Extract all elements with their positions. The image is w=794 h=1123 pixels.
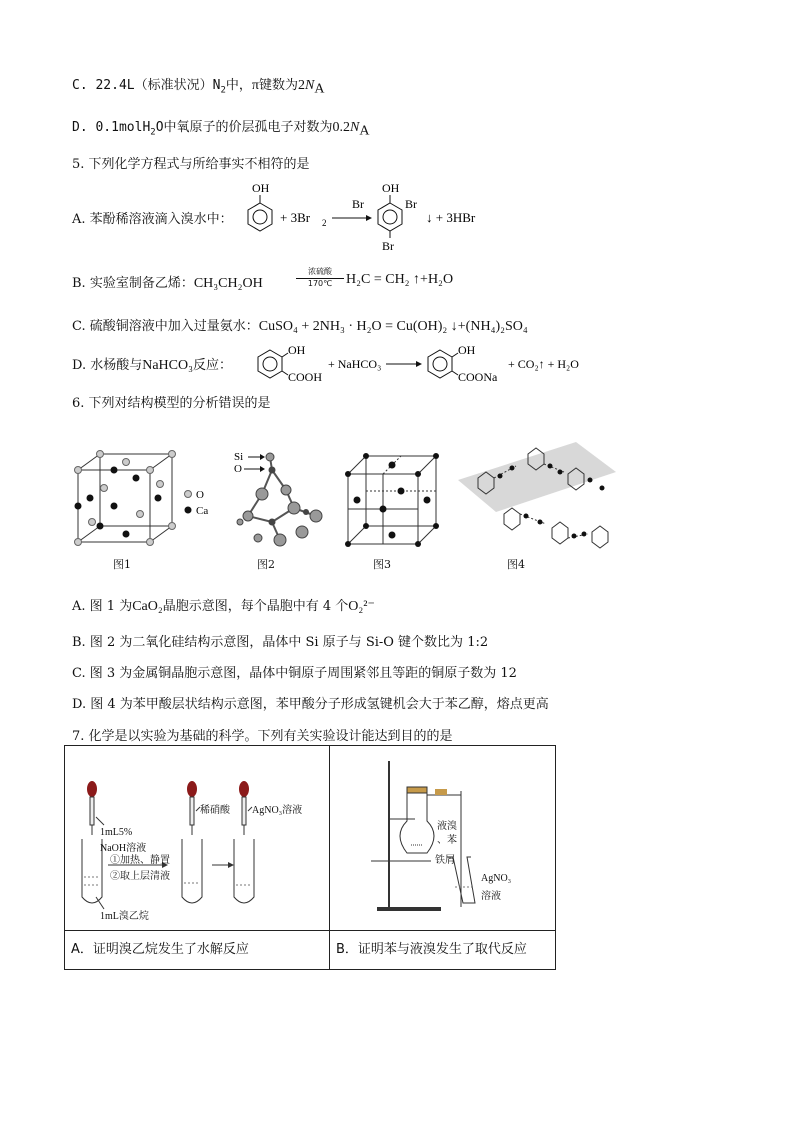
option-text: A. 图 1 为 xyxy=(72,599,133,614)
option-d-q6: D. 图 4 为苯甲酸层状结构示意图，苯甲酸分子形成氢键机会大于苯乙醇，熔点更高 xyxy=(72,697,549,712)
reagent-naoh-amount: 1mL5% xyxy=(100,827,133,838)
pi-symbol: π xyxy=(251,78,259,93)
legend-o-label: O xyxy=(196,489,204,501)
option-text: 晶胞示意图，每个晶胞中有 4 个 xyxy=(162,599,349,614)
figure-1-caption: 图1 xyxy=(113,558,131,571)
si-label: Si xyxy=(234,451,244,463)
br-label: Br xyxy=(405,197,417,211)
subscript: 2 xyxy=(220,85,226,96)
option-label: 反应： xyxy=(193,358,233,373)
option-prefix: C. xyxy=(72,78,96,93)
step-1: ①加热、静置 xyxy=(110,855,170,866)
avogadro-n: N xyxy=(304,78,315,93)
legend-o-marker xyxy=(185,491,192,498)
option-a-q6 xyxy=(72,595,375,615)
legend-ca-label: Ca xyxy=(196,505,209,517)
option-c-q6: C. 图 3 为金属铜晶胞示意图，晶体中铜原子周围紧邻且等距的铜原子数为 12 xyxy=(72,666,517,681)
option-d-q4 xyxy=(72,116,370,140)
dropper-bulb xyxy=(239,781,249,797)
reagent-naoh: NaOH溶液 xyxy=(100,843,147,854)
sample-bromoethane: 1mL溴乙烷 xyxy=(100,911,149,922)
subscript: 2 xyxy=(150,127,156,138)
condition-top: 浓硫酸 xyxy=(308,267,332,276)
option-c-q5 xyxy=(72,315,528,335)
value: 0.2 xyxy=(332,120,351,135)
exp-a-diagram xyxy=(66,747,328,929)
exp-a-caption: A．证明溴乙烷发生了水解反应 xyxy=(65,931,330,970)
figure-2-sio2-structure xyxy=(232,450,332,550)
cooh-label: COOH xyxy=(288,370,323,384)
benzene-ring xyxy=(248,203,272,231)
legend-ca-marker xyxy=(185,507,192,514)
value: 2 xyxy=(297,78,305,93)
experiment-table xyxy=(64,745,556,970)
figure-1-cao2-cell xyxy=(70,448,212,550)
benzene-ring xyxy=(428,350,452,378)
benzene-ring xyxy=(378,203,402,231)
label-agno3: AgNO₃ xyxy=(481,873,512,884)
option-text: 中， xyxy=(225,78,252,93)
coona-label: COONa xyxy=(458,370,498,384)
label-liquid-bromine: 液溴 xyxy=(437,821,457,832)
exp-b-image-cell xyxy=(330,746,556,931)
product: H₂C = CH₂ ↑+H₂O xyxy=(346,272,454,287)
step-2: ②取上层清液 xyxy=(110,871,170,882)
plus-nahco3: + NaHCO₃ xyxy=(328,357,382,371)
oh-label: OH xyxy=(252,181,270,195)
exp-a-image-cell xyxy=(65,746,330,931)
br-label: Br xyxy=(352,197,364,211)
figure-4-benzoic-acid-layers xyxy=(456,432,620,552)
reactant: CH₃CH₂OH xyxy=(193,276,263,291)
reagent-nitric-acid: 稀硝酸 xyxy=(200,805,230,816)
flask xyxy=(400,793,434,853)
option-b-q5 xyxy=(72,272,263,292)
option-label: C. 硫酸铜溶液中加入过量氨水： xyxy=(72,319,259,334)
avogadro-n: N xyxy=(350,120,360,135)
oh-label: OH xyxy=(288,343,306,357)
reaction-condition xyxy=(296,266,344,288)
br-label: Br xyxy=(382,239,394,253)
option-text: O中氧原子的价层孤电子对数为 xyxy=(155,120,333,135)
question-6: 6. 下列对结构模型的分析错误的是 xyxy=(72,396,271,411)
plus-br2: + 3Br xyxy=(280,210,311,225)
exp-b-caption: B．证明苯与液溴发生了取代反应 xyxy=(330,931,556,970)
option-label: D. 水杨酸与 xyxy=(72,358,143,373)
subscript: A xyxy=(359,123,370,139)
condition-bottom: 170℃ xyxy=(307,279,333,288)
figure-4-caption: 图4 xyxy=(507,558,525,571)
test-tube xyxy=(234,839,254,903)
reactant: NaHCO₃ xyxy=(142,358,193,373)
option-label: B. 实验室制备乙烯： xyxy=(72,276,194,291)
option-c-q4 xyxy=(72,74,324,98)
label-iron-filings: 铁屑 xyxy=(435,855,455,866)
option-a-q5-label: A. 苯酚稀溶液滴入溴水中： xyxy=(72,212,233,227)
subscript: 2 xyxy=(322,218,327,228)
iron-stand-base xyxy=(377,907,441,911)
option-b-q6: B. 图 2 为二氧化硅结构示意图，晶体中 Si 原子与 Si-O 键个数比为 1:2 xyxy=(72,635,489,650)
equation: CuSO₄ + 2NH₃ · H₂O = Cu(OH)₂ ↓+(NH₄)₂SO₄ xyxy=(258,319,528,334)
question-5: 5. 下列化学方程式与所给事实不相符的是 xyxy=(72,157,310,172)
figure-2-caption: 图2 xyxy=(257,558,275,571)
test-tube xyxy=(182,839,202,903)
subscript: A xyxy=(314,81,325,97)
reagent-agno3: AgNO₃溶液 xyxy=(252,805,303,816)
label-benzene: 、苯 xyxy=(437,835,457,846)
oh-label: OH xyxy=(458,343,476,357)
option-text: 0.1molH xyxy=(95,120,151,135)
option-text: 22.4L（标准状况）N xyxy=(95,78,221,93)
label-solution: 溶液 xyxy=(481,891,501,902)
question-7: 7. 化学是以实验为基础的科学。下列有关实验设计能达到目的的是 xyxy=(72,729,453,744)
option-prefix: D. xyxy=(72,120,96,135)
option-text: 键数为 xyxy=(258,78,298,93)
benzene-ring xyxy=(258,350,282,378)
figure-3-cu-cell xyxy=(340,448,444,550)
products: ↓ + 3HBr xyxy=(426,210,476,225)
layer-plane xyxy=(458,442,616,512)
o-label: O xyxy=(234,463,242,475)
dropper-bulb xyxy=(87,781,97,797)
exp-a-apparatus xyxy=(66,747,328,929)
option-d-q5-label xyxy=(72,354,232,374)
salicylic-acid-equation xyxy=(256,340,596,386)
formula: CaO₂ xyxy=(132,599,163,614)
test-tube xyxy=(82,839,102,903)
figure-3-caption: 图3 xyxy=(373,558,391,571)
products: + CO₂↑ + H₂O xyxy=(508,357,579,371)
dropper-bulb xyxy=(187,781,197,797)
ion: O₂²⁻ xyxy=(348,599,375,614)
exp-b-diagram xyxy=(331,747,554,929)
phenol-bromination-equation xyxy=(240,178,520,254)
oh-label: OH xyxy=(382,181,400,195)
